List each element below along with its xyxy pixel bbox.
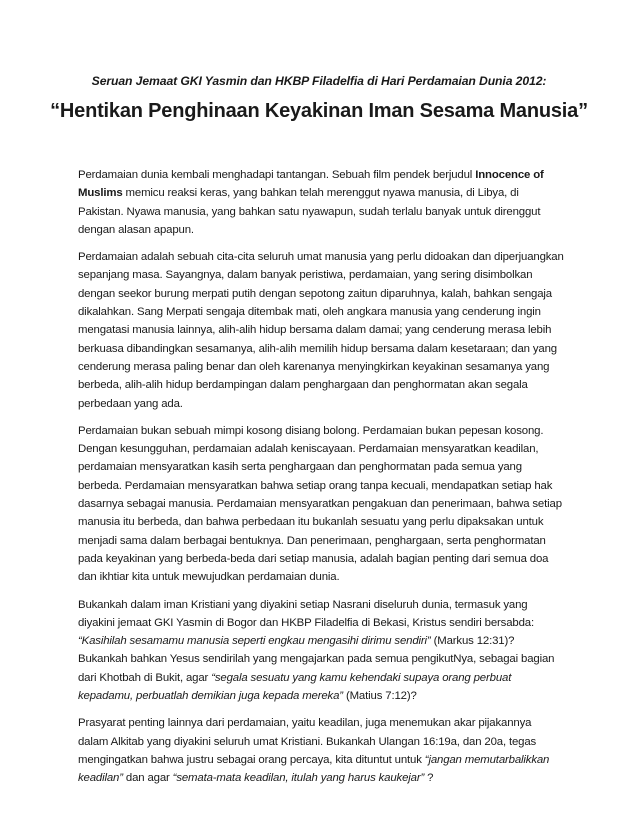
quote-ulangan-2: “semata-mata keadilan, itulah yang harus kaukejar” (172, 772, 425, 785)
paragraph-1-text-b: memicu reaksi keras, yang bahkan telah merenggut nyawa manusia, di Libya, di Pakistan. Nyawa manusia, yang bahkan satu nyawapun, sudah terlalu banyak untuk direnggut dengan alasan apapun. (78, 187, 541, 236)
paragraph-1-text-a: Perdamaian dunia kembali menghadapi tantangan. Sebuah film pendek berjudul (78, 169, 476, 181)
paragraph-5 (78, 714, 564, 787)
quote-ulangan-1: “jangan memutarbalikkan keadilan” (78, 753, 550, 785)
paragraph-4-text-c: (Matius 7:12)? (342, 690, 417, 703)
document-body (78, 166, 564, 797)
film-title: Innocence of Muslims (78, 169, 544, 200)
quote-markus: “Kasihilah sesamamu manusia seperti engkau mengasihi dirimu sendiri” (78, 635, 431, 648)
paragraph-5-text-b: dan agar (122, 772, 173, 785)
document-title: “Hentikan Penghinaan Keyakinan Iman Sesama Manusia” (50, 100, 588, 122)
paragraph-2: Perdamaian adalah sebuah cita-cita seluruh umat manusia yang perlu didoakan dan diperjuangkan sepanjang masa. Sayangnya, dalam banyak peristiwa, perdamaian, yang sering disimbolkan dengan seekor burung merpati putih dengan sepotong zaitun diparuhnya, kalah, bahkan sengaja dikalahkan. Sang Merpati sengaja ditembak mati, oleh angkara manusia yang cenderung ingin mengatasi manusia lainnya, alih-alih hidup bersama dalam damai; yang cenderung merasa lebih berkuasa dibandingkan sesamanya, alih-alih memilih hidup bersama dalam kesetaraan; dan yang cenderung merasa paling benar dan oleh karenanya menyingkirkan keyakinan sesamanya yang berbeda, alih-alih hidup berdampingan dalam penghargaan dan penghormatan akan segala perbedaan yang ada. (78, 251, 564, 410)
paragraph-4-text-a: Bukankah dalam iman Kristiani yang diyakini setiap Nasrani diseluruh dunia, termasuk yang diyakini jemaat GKI Yasmin di Bogor dan HKBP Filadelfia di Bekasi, Kristus sendiri bersabda: (78, 598, 534, 629)
paragraph-5-text-a: Prasyarat penting lainnya dari perdamaian, yaitu keadilan, juga menemukan akar pijakannya dalam Alkitab yang diyakini seluruh umat Kristiani. Bukankah Ulangan 16:19a, dan 20a, tegas mengingatkan bahwa justru sebagai orang percaya, kita dituntut untuk (78, 717, 537, 766)
document-subtitle: Seruan Jemaat GKI Yasmin dan HKBP Filadelfia di Hari Perdamaian Dunia 2012: (91, 74, 547, 88)
paragraph-1 (78, 166, 564, 239)
paragraph-3: Perdamaian bukan sebuah mimpi kosong disiang bolong. Perdamaian bukan pepesan kosong. Dengan kesungguhan, perdamaian adalah keniscayaan. Perdamaian mensyaratkan keadilan, perdamaian mensyaratkan kasih serta penghargaan dan penghormatan pada semua yang berbeda. Perdamaian mensyaratkan bahwa setiap orang tanpa kecuali, mendapatkan setiap hak dasarnya sebagai manusia. Perdamaian mensyaratkan pengakuan dan penerimaan, bahwa setiap manusia itu berbeda, dan bahwa perbedaan itu bukanlah sesuatu yang perlu dipaksakan untuk menjadi sama dalam berbagai bentuknya. Dan penerimaan, penghargaan, serta penghormatan pada keyakinan yang berbeda-beda dari setiap manusia, adalah bagian penting dari semua doa dan ikhtiar kita untuk mewujudkan perdamaian dunia. (78, 424, 562, 584)
paragraph-4-text-b: (Markus 12:31)? Bukankah bahkan Yesus sendirilah yang mengajarkan pada semua pengikutNya, sebagai bagian dari Khotbah di Bukit, agar (78, 635, 555, 684)
quote-matius: “segala sesuatu yang kamu kehendaki supaya orang perbuat kepadamu, perbuatlah demikian juga kepada mereka” (78, 671, 512, 703)
paragraph-4 (78, 596, 564, 706)
paragraph-5-text-c: ? (424, 772, 434, 785)
